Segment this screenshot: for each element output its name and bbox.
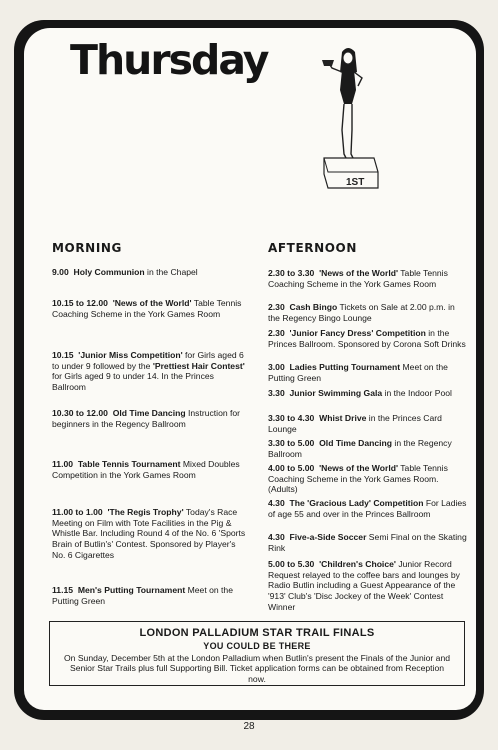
afternoon-event xyxy=(268,413,468,434)
page-title: Thursday xyxy=(70,36,268,84)
event-description: in the Regency Ballroom xyxy=(268,438,452,459)
event-time: 11.15 xyxy=(52,585,74,595)
event-time: 2.30 xyxy=(268,302,285,312)
event-name: 'The Regis Trophy' xyxy=(107,507,184,517)
morning-event xyxy=(52,507,247,561)
afternoon-event xyxy=(268,268,468,289)
event-description: Table Tennis Coaching Scheme in the York Games Room. (Adults) xyxy=(268,463,448,495)
event-name: Junior Swimming Gala xyxy=(289,388,383,398)
event-name: 'Junior Fancy Dress' Competition xyxy=(289,328,426,338)
event-name: Holy Communion xyxy=(73,267,145,277)
afternoon-event xyxy=(268,438,468,459)
event-description: in the Chapel xyxy=(144,267,198,277)
event-name: Men's Putting Tournament xyxy=(77,585,186,595)
event-name: 'Junior Miss Competition' xyxy=(78,350,183,360)
event-description: Junior Record Request relayed to the coffee bars and lounges by Radio Butlin including a Guest Appearance of the '913' Club's 'Disc Jockey of the Week' Contest Winner xyxy=(268,559,460,612)
page-number: 28 xyxy=(243,721,255,732)
event-time: 9.00 xyxy=(52,267,69,277)
notice-text: On Sunday, December 5th at the London Palladium when Butlin's present the Finals of the Junior and Senior Star Trails plus full Supporting Bill. Ticket application forms can be obtained from Reception now. xyxy=(63,653,451,684)
afternoon-event xyxy=(268,559,468,613)
afternoon-event xyxy=(268,388,468,399)
afternoon-event xyxy=(268,498,468,519)
event-description: Tickets on Sale at 2.00 p.m. in the Regency Bingo Lounge xyxy=(268,302,455,323)
afternoon-event xyxy=(268,302,468,323)
event-time: 3.00 xyxy=(268,362,285,372)
event-description: for Girls aged 9 to under 14. In the Princes Ballroom xyxy=(52,371,214,393)
event-description: Instruction for beginners in the Regency Ballroom xyxy=(52,408,241,429)
event-name: Ladies Putting Tournament xyxy=(289,362,401,372)
event-time: 4.00 to 5.00 xyxy=(268,463,315,473)
event-name: Five-a-Side Soccer xyxy=(289,532,367,542)
event-name: Cash Bingo xyxy=(289,302,338,312)
trophy-podium-label: 1ST xyxy=(346,177,365,188)
event-name: Old Time Dancing xyxy=(112,408,186,418)
afternoon-event xyxy=(268,328,468,349)
event-time: 3.30 xyxy=(268,388,285,398)
afternoon-event xyxy=(268,532,468,553)
morning-event xyxy=(52,408,247,429)
morning-heading: MORNING xyxy=(52,241,122,255)
event-time: 10.15 to 12.00 xyxy=(52,298,108,308)
afternoon-heading: AFTERNOON xyxy=(268,241,357,255)
notice-subheading: YOU COULD BE THERE xyxy=(203,641,311,651)
event-time: 11.00 to 1.00 xyxy=(52,507,103,517)
afternoon-event xyxy=(268,362,468,383)
notice-heading: LONDON PALLADIUM STAR TRAIL FINALS xyxy=(139,627,375,639)
trophy-figure-illustration xyxy=(318,46,396,194)
event-description: in the Indoor Pool xyxy=(382,388,452,398)
event-time: 10.15 xyxy=(52,350,74,360)
event-time: 5.00 to 5.30 xyxy=(268,559,315,569)
notice-box xyxy=(49,621,465,686)
event-description: Meet on the Putting Green xyxy=(268,362,448,383)
afternoon-event xyxy=(268,463,468,495)
event-description: Meet on the Putting Green xyxy=(52,585,233,606)
event-time: 10.30 to 12.00 xyxy=(52,408,108,418)
event-name: The 'Gracious Lady' Competition xyxy=(289,498,424,508)
event-description: for Girls aged 6 to under 9 followed by the xyxy=(52,350,244,371)
morning-event xyxy=(52,267,247,278)
event-name: 'News of the World' xyxy=(112,298,192,308)
morning-event xyxy=(52,350,247,393)
event-name: 'News of the World' xyxy=(319,463,399,473)
event-name: Old Time Dancing xyxy=(319,438,393,448)
event-time: 4.30 xyxy=(268,498,285,508)
event-time: 3.30 to 5.00 xyxy=(268,438,315,448)
event-description: in the Princes Ballroom. Sponsored by Corona Soft Drinks xyxy=(268,328,466,349)
event-description: For Ladies of age 55 and over in the Princes Ballroom xyxy=(268,498,467,519)
event-description: Mixed Doubles Competition in the York Games Room xyxy=(52,459,240,480)
event-description: Today's Race Meeting on Film with Tote Facilities in the Pig & Whistle Bar. Including Round 4 of the No. 6 'Sports Brain of Butlin's' Contest. Sponsored by Player's No. 6 Cigarettes xyxy=(52,507,246,560)
event-name: Table Tennis Tournament xyxy=(77,459,181,469)
event-time: 11.00 xyxy=(52,459,74,469)
event-description: Table Tennis Coaching Scheme in the York Games Room xyxy=(268,268,448,289)
event-time: 2.30 to 3.30 xyxy=(268,268,315,278)
morning-event xyxy=(52,459,247,480)
morning-event xyxy=(52,585,247,606)
event-name: 'Children's Choice' xyxy=(319,559,396,569)
event-time: 3.30 to 4.30 xyxy=(268,413,315,423)
event-name: 'Prettiest Hair Contest' xyxy=(152,360,245,371)
morning-event xyxy=(52,298,247,319)
event-time: 2.30 xyxy=(268,328,285,338)
event-description: Table Tennis Coaching Scheme in the York Games Room xyxy=(52,298,242,319)
event-time: 4.30 xyxy=(268,532,285,542)
event-description: in the Princes Card Lounge xyxy=(268,413,442,434)
event-name: Whist Drive xyxy=(319,413,367,423)
event-description: Semi Final on the Skating Rink xyxy=(268,532,467,553)
event-name: 'News of the World' xyxy=(319,268,399,278)
